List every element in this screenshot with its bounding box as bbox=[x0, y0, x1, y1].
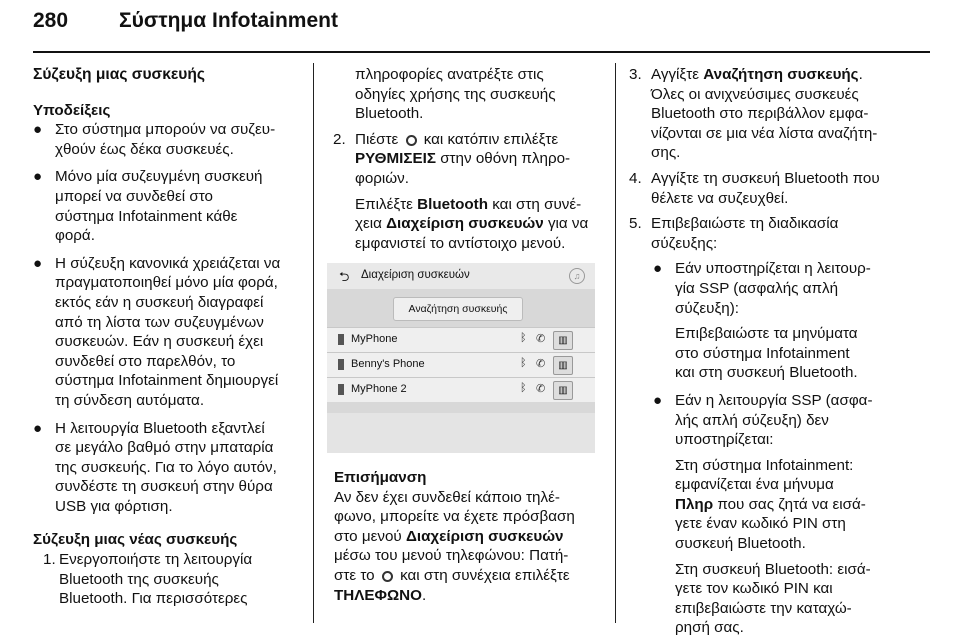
menu-name: ΡΥΘΜΙΣΕΙΣ bbox=[355, 150, 436, 168]
bullet-icon: ● bbox=[33, 419, 43, 437]
text: και κατόπιν επιλέξτε bbox=[423, 130, 559, 148]
screen-header bbox=[327, 263, 595, 289]
note-bullet bbox=[33, 419, 303, 517]
step-number: 3. bbox=[629, 66, 642, 83]
note-text: Η λειτουργία Bluetooth εξαντλεί σε μεγάλο βαθμό στην μπαταρία της συσκευής. Για το λόγο αυτόν, συνδέστε τη συσκευή στην θύρα USB για φόρτιση. bbox=[55, 419, 277, 515]
page-number: 280 bbox=[33, 9, 69, 32]
device-row bbox=[327, 327, 595, 352]
text: στην οθόνη πληρο- φοριών. bbox=[355, 150, 571, 187]
note-text: Στο σύστημα μπορούν να συζευ- χθούν έως δέκα συσκευές. bbox=[55, 121, 276, 158]
screen-footer bbox=[327, 413, 595, 453]
bullet-icon: ● bbox=[653, 260, 663, 278]
column-2 bbox=[333, 65, 603, 253]
device-name: MyPhone bbox=[351, 333, 398, 345]
bluetooth-icon: ᛒ bbox=[520, 382, 527, 394]
step-2 bbox=[333, 130, 603, 254]
search-device-button: Αναζήτηση συσκευής bbox=[393, 297, 523, 321]
back-arrow-icon: ⮌ bbox=[339, 269, 350, 284]
text: Επιλέξτε bbox=[355, 195, 413, 213]
step-1-continued: πληροφορίες ανατρέξτε στις οδηγίες χρήσης της συσκευής Bluetooth. bbox=[355, 66, 556, 123]
step-text: Αγγίξτε τη συσκευή Bluetooth που θέλετε να συζευχθεί. bbox=[651, 169, 880, 207]
bullet-icon: ● bbox=[33, 168, 43, 186]
menu-name: Bluetooth bbox=[417, 195, 489, 213]
note-bullet bbox=[33, 120, 303, 159]
menu-name: Διαχείριση συσκευών bbox=[386, 215, 544, 233]
trash-icon: ▥ bbox=[553, 356, 573, 375]
text: για να εμφανιστεί το αντίστοιχο μενού. bbox=[355, 215, 589, 252]
phone-icon bbox=[338, 359, 344, 370]
step-3 bbox=[629, 65, 929, 163]
text: . bbox=[421, 586, 427, 604]
page-title: Σύστημα Infotainment bbox=[119, 9, 338, 32]
step-number: 4. bbox=[629, 169, 642, 187]
column-divider bbox=[313, 63, 314, 623]
phone-icon bbox=[338, 384, 344, 395]
text: μέσω του μενού τηλεφώνου: Πατή- στε το bbox=[334, 547, 569, 584]
section-heading: Σύζευξη μιας συσκευής bbox=[33, 66, 206, 83]
note-bullet bbox=[33, 167, 303, 245]
settings-icon bbox=[382, 571, 393, 582]
device-row bbox=[327, 352, 595, 377]
note-heading: Επισήμανση bbox=[334, 469, 427, 486]
step-5 bbox=[629, 214, 929, 253]
subsection-heading: Σύζευξη μιας νέας συσκευής bbox=[33, 531, 238, 549]
bluetooth-icon: ᛒ bbox=[520, 332, 527, 344]
bullet-text: Εάν η λειτουργία SSP (ασφα- λής απλή σύζευξη) δεν υποστηρίζεται: bbox=[675, 391, 873, 449]
notes-heading: Υποδείξεις bbox=[33, 101, 111, 119]
music-note-icon: ♫ bbox=[569, 268, 585, 284]
bluetooth-icon: ᛒ bbox=[520, 357, 527, 369]
menu-name: ΤΗΛΕΦΩΝΟ bbox=[334, 586, 422, 604]
trash-icon: ▥ bbox=[553, 331, 573, 350]
bullet-icon: ● bbox=[33, 121, 43, 139]
column-1 bbox=[33, 65, 303, 609]
note-box bbox=[334, 468, 604, 605]
menu-name: Πληρ bbox=[675, 495, 714, 513]
bullet-icon: ● bbox=[653, 391, 663, 409]
call-icon: ✆ bbox=[536, 358, 546, 370]
step-number: 5. bbox=[629, 215, 642, 233]
note-text: Μόνο μία συζευγμένη συσκευή μπορεί να συνδεθεί στο σύστημα Infotainment κάθε φορά. bbox=[55, 168, 263, 245]
text: Στη σύστημα Infotainment: εμφανίζεται ένα μήνυμα bbox=[675, 456, 854, 494]
step-1 bbox=[33, 550, 303, 609]
call-icon: ✆ bbox=[536, 333, 546, 345]
note-text: Η σύζευξη κανονικά χρειάζεται να πραγματοποιηθεί μόνο μία φορά, εκτός εάν η συσκευή διαγραφεί από τη λίστα των συζευγμένων συσκευών. Εάν η συσκευή έχει συνδεθεί στο παρελθόν, το σύστημα Infotainment δημιουργεί τη σύνδεση αυτόματα. bbox=[55, 254, 281, 409]
menu-name: Διαχείριση συσκευών bbox=[405, 527, 564, 545]
device-name: MyPhone 2 bbox=[351, 383, 407, 395]
bullet-text: Εάν υποστηρίζεται η λειτουρ- γία SSP (ασφαλής απλή σύζευξη): bbox=[675, 260, 871, 317]
step-4 bbox=[629, 169, 929, 208]
device-row bbox=[327, 377, 595, 402]
text: . Όλες οι ανιχνεύσιμες συσκευές Bluetooth στο περιβάλλον εμφα- νίζονται σε μια νέα λίστα αναζήτη- σης. bbox=[651, 66, 878, 162]
menu-name: Αναζήτηση συσκευής bbox=[703, 66, 859, 83]
text: Αγγίξτε bbox=[651, 66, 699, 83]
call-icon: ✆ bbox=[536, 383, 546, 395]
bullet-text: Στη συσκευή Bluetooth: εισά- γετε τον κωδικό PIN και επιβεβαιώστε την καταχώ- ρησή σας. bbox=[675, 560, 871, 637]
step-number: 1. bbox=[43, 551, 56, 569]
trash-icon: ▥ bbox=[553, 381, 573, 400]
step-text bbox=[355, 195, 603, 254]
bullet-icon: ● bbox=[33, 254, 43, 272]
text: Αν δεν έχει συνδεθεί κάποιο τηλέ- φωνο, μπορείτε να έχετε πρόσβαση στο μενού bbox=[334, 488, 575, 545]
device-name: Benny's Phone bbox=[351, 358, 425, 370]
header-rule bbox=[33, 51, 930, 53]
bullet-text: Επιβεβαιώστε τα μηνύματα στο σύστημα Infotainment και στη συσκευή Bluetooth. bbox=[675, 325, 858, 382]
device-management-screenshot bbox=[327, 263, 595, 453]
text: που σας ζητά να εισά- γετε έναν κωδικό PIN στη συσκευή Bluetooth. bbox=[675, 495, 866, 553]
screen-title: Διαχείριση συσκευών bbox=[361, 269, 470, 281]
text: και στη συνέχεια επιλέξτε bbox=[400, 566, 570, 584]
bullet-text bbox=[675, 456, 929, 554]
column-divider bbox=[615, 63, 616, 623]
text: Πιέστε bbox=[355, 130, 399, 148]
step-text bbox=[651, 65, 929, 163]
settings-icon bbox=[406, 135, 417, 146]
note-text bbox=[334, 488, 604, 606]
step-text bbox=[355, 130, 603, 189]
phone-icon bbox=[338, 334, 344, 345]
step-number: 2. bbox=[333, 130, 346, 148]
column-3 bbox=[629, 65, 929, 638]
text: και στη συνέ- χεια bbox=[355, 195, 582, 233]
ssp-bullet bbox=[653, 259, 929, 383]
step-text: Επιβεβαιώστε τη διαδικασία σύζευξης: bbox=[651, 215, 839, 252]
no-ssp-bullet bbox=[653, 391, 929, 638]
step-text: Ενεργοποιήστε τη λειτουργία Bluetooth της συσκευής Bluetooth. Για περισσότερες bbox=[59, 551, 253, 608]
note-bullet bbox=[33, 254, 303, 411]
